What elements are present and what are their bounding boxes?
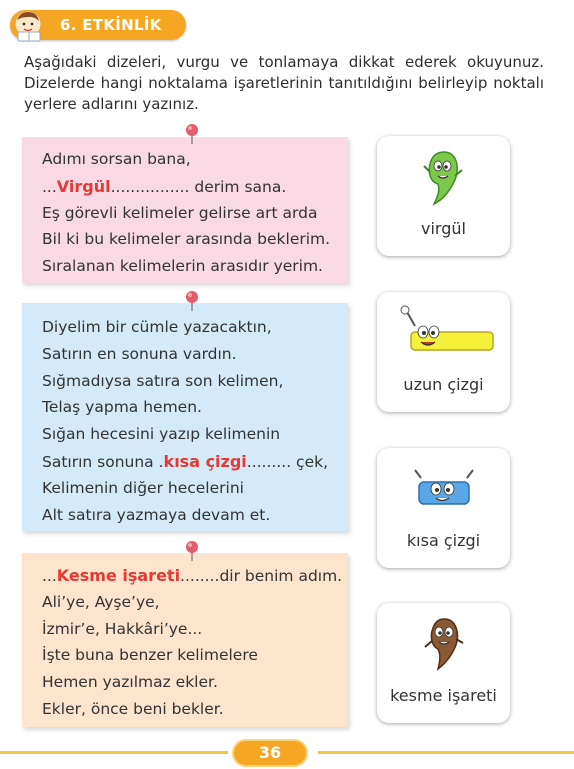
instructions-text: Aşağıdaki dizeleri, vurgu ve tonlamaya dikkat ederek okuyunuz. Dizelerde hangi noktalama işaretlerinin tanıtıldığını belirleyip noktalı yerlere adlarını yazınız. bbox=[24, 53, 544, 113]
handwritten-answer: kısa çizgi bbox=[163, 451, 247, 471]
poem-comma bbox=[42, 150, 330, 284]
poem-line: Ekler, önce beni bekler. bbox=[42, 699, 224, 718]
footer-divider bbox=[0, 751, 228, 754]
poem-line: Ali’ye, Ayşe’ye, bbox=[42, 592, 160, 611]
footer-divider bbox=[318, 751, 574, 754]
card-kesme-isareti bbox=[377, 603, 510, 723]
poem-line: Sığan hecesini yazıp kelimenin bbox=[42, 425, 281, 444]
poem-line-with-blank bbox=[42, 177, 330, 204]
card-label: uzun çizgi bbox=[403, 375, 484, 394]
poem-line-prefix: Satırın sonuna . bbox=[42, 452, 164, 471]
pushpin-icon bbox=[184, 123, 200, 145]
poem-line: Satırın en sonuna vardın. bbox=[42, 344, 237, 363]
activity-header bbox=[10, 10, 186, 40]
poem-line: Bil ki bu kelimeler arasında beklerim. bbox=[42, 230, 331, 249]
dotted-blank: ................ bbox=[110, 177, 190, 196]
poem-line: İşte buna benzer kelimelere bbox=[42, 646, 258, 665]
poem-apostrophe bbox=[42, 566, 342, 727]
card-label: kısa çizgi bbox=[406, 531, 481, 550]
poem-line: İzmir’e, Hakkâri’ye... bbox=[42, 619, 203, 638]
card-label: kesme işareti bbox=[390, 686, 497, 705]
handwritten-answer: Virgül bbox=[56, 176, 111, 196]
poem-line: Telaş yapma hemen. bbox=[42, 398, 202, 417]
poem-line-with-blank bbox=[42, 566, 342, 593]
page-number: 36 bbox=[232, 739, 308, 767]
poem-line-with-blank bbox=[42, 452, 328, 479]
dotted-blank: ... bbox=[42, 177, 57, 196]
poem-line-suffix: dir benim adım. bbox=[219, 567, 343, 585]
comma-character-icon bbox=[377, 146, 510, 210]
poem-line: Kelimenin diğer hecelerini bbox=[42, 478, 244, 497]
poem-line: Alt satıra yazmaya devam et. bbox=[42, 505, 271, 524]
dotted-blank: ........ bbox=[180, 567, 220, 585]
dotted-blank: ......... bbox=[246, 452, 292, 471]
poem-line-suffix: derim sana. bbox=[189, 177, 287, 196]
card-kisa-cizgi bbox=[377, 448, 510, 568]
long-dash-character-icon bbox=[377, 302, 510, 366]
poem-line: Hemen yazılmaz ekler. bbox=[42, 673, 218, 692]
pushpin-icon bbox=[184, 290, 200, 312]
card-uzun-cizgi bbox=[377, 292, 510, 412]
card-label: virgül bbox=[421, 219, 466, 238]
poem-line: Diyelim bir cümle yazacaktın, bbox=[42, 318, 272, 336]
apostrophe-character-icon bbox=[377, 613, 510, 677]
poem-line: Sıralanan kelimelerin arasıdır yerim. bbox=[42, 257, 323, 276]
poem-hyphen bbox=[42, 318, 328, 532]
dotted-blank: ... bbox=[42, 567, 57, 585]
short-dash-character-icon bbox=[377, 458, 510, 522]
child-reading-icon bbox=[10, 10, 52, 40]
card-virgul bbox=[377, 136, 510, 256]
poem-line-suffix: çek, bbox=[291, 452, 329, 471]
poem-line: Sığmadıysa satıra son kelimen, bbox=[42, 371, 284, 390]
activity-title: 6. ETKİNLİK bbox=[60, 16, 162, 34]
poem-line: Eş görevli kelimeler gelirse art arda bbox=[42, 203, 318, 222]
pushpin-icon bbox=[184, 540, 200, 562]
poem-line: Adımı sorsan bana, bbox=[42, 150, 191, 168]
handwritten-answer: Kesme işareti bbox=[56, 566, 181, 585]
